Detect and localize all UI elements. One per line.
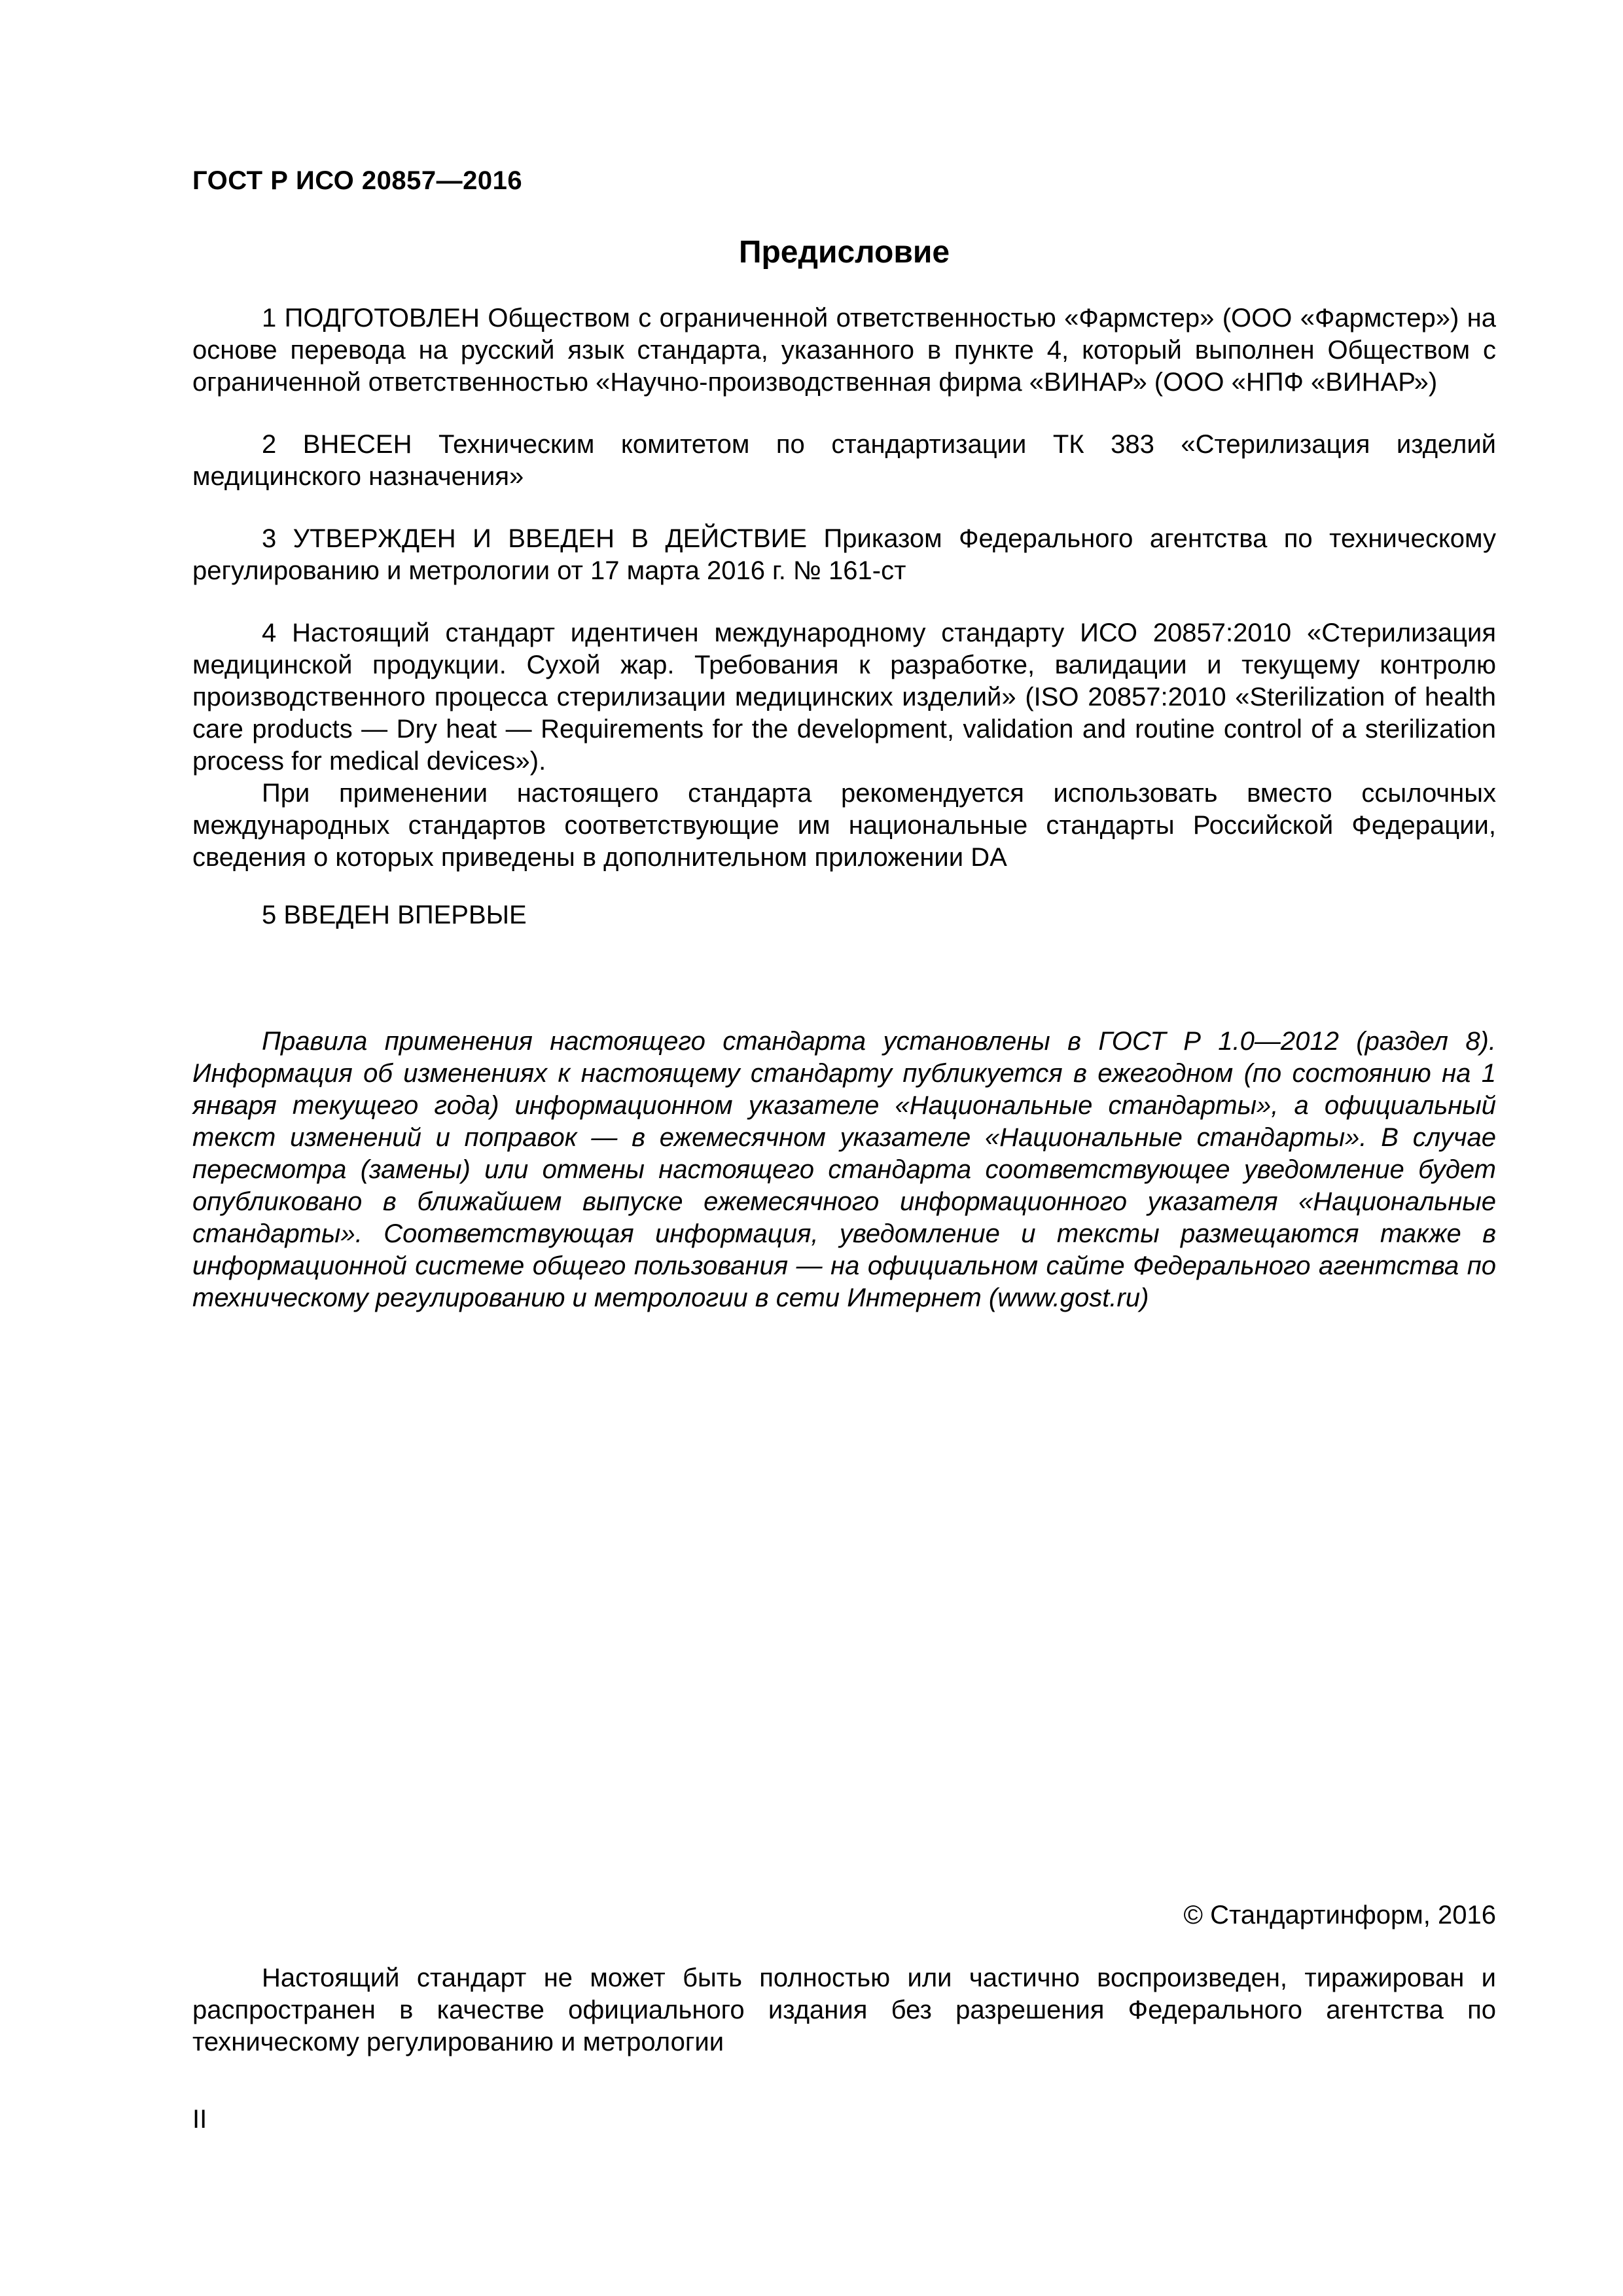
foreword-item-3-text: 3 УТВЕРЖДЕН И ВВЕДЕН В ДЕЙСТВИЕ Приказом Федерального агентства по техническому регулированию и метрологии от 17 марта 2016 г. № 161-ст — [192, 524, 1496, 585]
copyright: © Стандартинформ, 2016 — [1183, 1901, 1496, 1929]
foreword-item-4-text: 4 Настоящий стандарт идентичен международному стандарту ИСО 20857:2010 «Стерилизация медицинской продукции. Сухой жар. Требования к разработке, валидации и текущему контролю производственного процесса стерилизации медицинских изделий» (ISO 20857:2010 «Sterilization of health care products — Dry heat — Requirements for the development, validation and routine control of a sterilization process for medical devices»). — [192, 619, 1496, 776]
document-code: ГОСТ Р ИСО 20857—2016 — [192, 166, 523, 195]
foreword-item-5-text: 5 ВВЕДЕН ВПЕРВЫЕ — [262, 901, 527, 929]
page-title: Предисловие — [738, 235, 950, 270]
rules-notice-text: Правила применения настоящего стандарта установлены в ГОСТ Р 1.0—2012 (раздел 8). Информация об изменениях к настоящему стандарту публикуется в ежегодном (по состоянию на 1 января текущего года) информационном указателе «Национальные стандарты», а официальный текст изменений и поправок — в ежемесячном указателе «Национальные стандарты». В случае пересмотра (замены) или отмены настоящего стандарта соответствующее уведомление будет опубликовано в ближайшем выпуске ежемесячного информационного указателя «Национальные стандарты». Соответствующая информация, уведомление и тексты размещаются также в информационной системе общего пользования — на официальном сайте Федерального агентства по техническому регулированию и метрологии в сети Интернет (www.gost.ru) — [192, 1027, 1496, 1312]
reproduction-notice — [192, 1962, 1496, 2058]
foreword-item-5 — [192, 899, 1496, 931]
foreword-item-1 — [192, 302, 1496, 399]
foreword-item-2-text: 2 ВНЕСЕН Техническим комитетом по стандартизации ТК 383 «Стерилизация изделий медицинского назначения» — [192, 430, 1496, 491]
foreword-item-3 — [192, 523, 1496, 587]
reproduction-notice-text: Настоящий стандарт не может быть полностью или частично воспроизведен, тиражирован и распространен в качестве официального издания без разрешения Федерального агентства по техническому регулированию и метрологии — [192, 1964, 1496, 2056]
rules-notice — [192, 1026, 1496, 1314]
foreword-item-1-text: 1 ПОДГОТОВЛЕН Обществом с ограниченной ответственностью «Фармстер» (ООО «Фармстер») на основе перевода на русский язык стандарта, указанного в пункте 4, который выполнен Обществом с ограниченной ответственностью «Научно-производственная фирма «ВИНАР» (ООО «НПФ «ВИНАР») — [192, 304, 1496, 397]
foreword-item-4 — [192, 617, 1496, 874]
page-number: II — [192, 2105, 207, 2134]
foreword-item-2 — [192, 429, 1496, 493]
foreword-item-4-extra: При применении настоящего стандарта рекомендуется использовать вместо ссылочных международных стандартов соответствующие им национальные стандарты Российской Федерации, сведения о которых приведены в дополнительном приложении DA — [192, 779, 1496, 872]
